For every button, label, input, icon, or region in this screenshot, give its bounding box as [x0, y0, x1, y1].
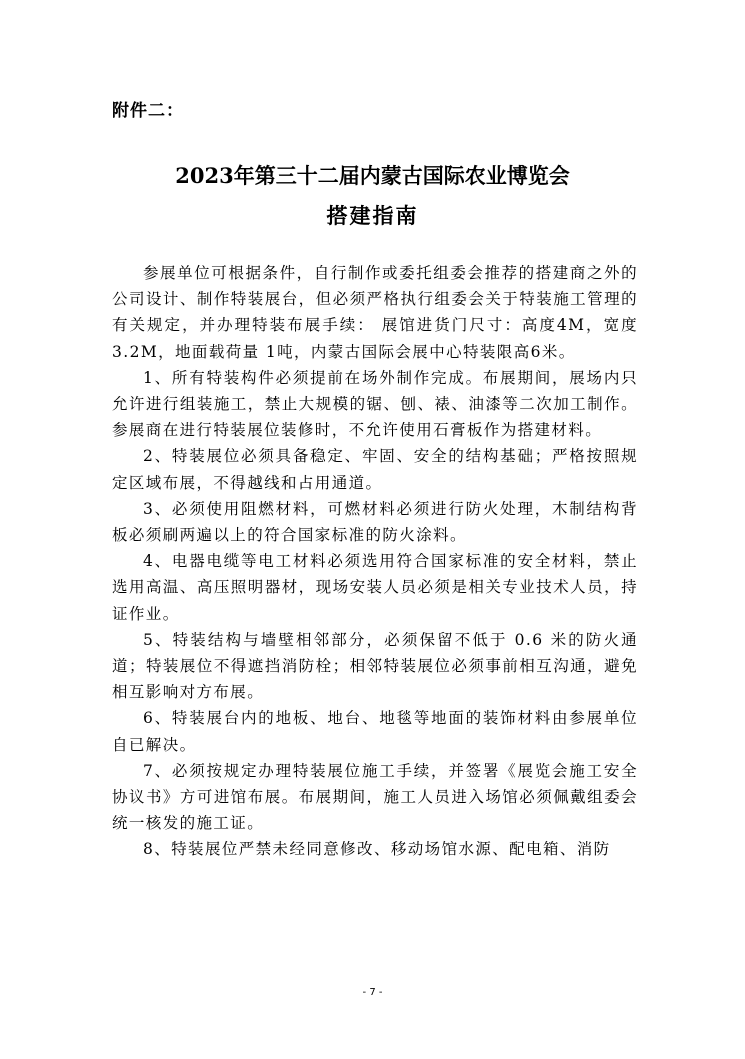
paragraph-item-1: 1、所有特装构件必须提前在场外制作完成。布展期间，展场内只允许进行组装施工，禁止大规模的锯、刨、裱、油漆等二次加工制作。参展商在进行特装展位装修时，不允许使用石膏板作为搭建材料。	[112, 368, 638, 440]
document-subtitle: 搭建指南	[326, 203, 419, 228]
paragraph-intro: 参展单位可根据条件，自行制作或委托组委会推荐的搭建商之外的公司设计、制作特装展台，但必须严格执行组委会关于特装施工管理的有关规定，并办理特装布展手续： 展馆进货门尺寸：高度4M，宽度 3.2M，地面载荷量 1吨，内蒙古国际会展中心特装限高6米。	[112, 264, 638, 361]
paragraph-item-5: 5、特装结构与墙壁相邻部分，必须保留不低于 0.6 米的防火通道；特装展位不得遮挡消防栓；相邻特装展位必须事前相互沟通，避免相互影响对方布展。	[112, 630, 638, 702]
document-body	[112, 260, 638, 863]
page-number: - 7 -	[362, 987, 383, 998]
paragraph-item-4: 4、电器电缆等电工材料必须选用符合国家标准的安全材料，禁止选用高温、高压照明器材，现场安装人员必须是相关专业技术人员，持证作业。	[112, 552, 638, 623]
paragraph-item-2: 2、特装展位必须具备稳定、牢固、安全的结构基础；严格按照规定区域布展，不得越线和占用通道。	[112, 447, 638, 492]
paragraph-item-8: 8、特装展位严禁未经同意修改、移动场馆水源、配电箱、消防	[143, 840, 611, 859]
paragraph-item-6: 6、特装展台内的地板、地台、地毯等地面的装饰材料由参展单位自已解决。	[112, 709, 638, 754]
attachment-label: 附件二：	[112, 101, 184, 121]
paragraph-item-7: 7、必须按规定办理特装展位施工手续，并签署《展览会施工安全协议书》方可进馆布展。布展期间，施工人员进入场馆必须佩戴组委会统一核发的施工证。	[112, 761, 638, 833]
document-title: 2023年第三十二届内蒙古国际农业博览会	[175, 163, 570, 188]
paragraph-item-3: 3、必须使用阻燃材料，可燃材料必须进行防火处理，木制结构背板必须刷两遍以上的符合国家标准的防火涂料。	[112, 499, 638, 545]
